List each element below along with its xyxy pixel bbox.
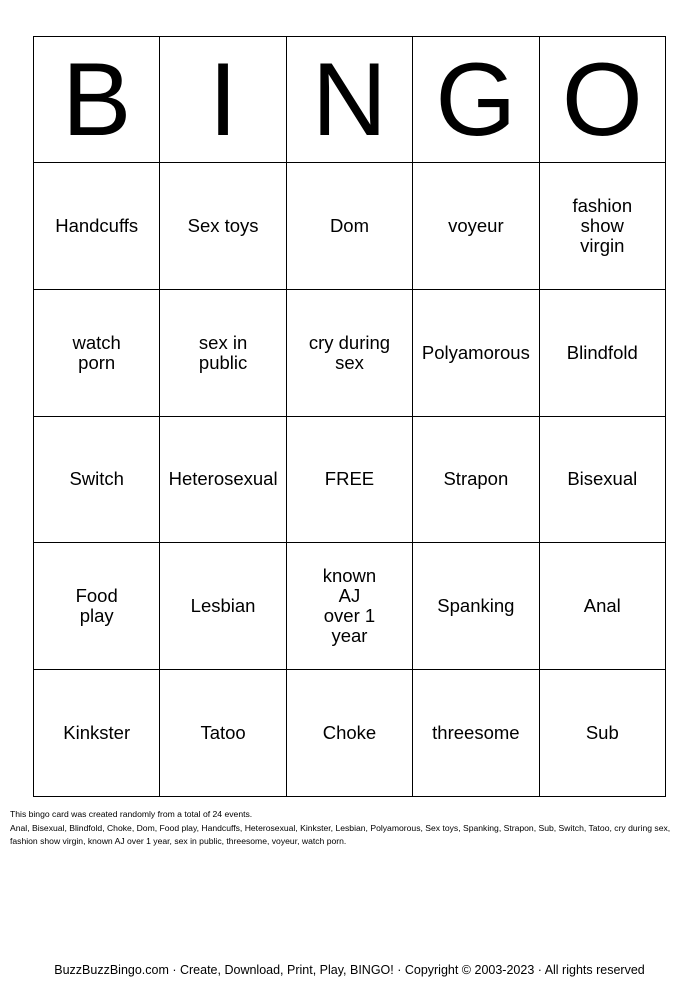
- bingo-cell: [34, 163, 160, 290]
- cell-text: voyeur: [448, 214, 504, 236]
- bingo-cell: [413, 289, 539, 416]
- cell-text: Bisexual: [567, 468, 638, 490]
- cell-text: Anal: [583, 595, 621, 617]
- bingo-cell: [160, 543, 286, 670]
- bingo-header-row: [34, 37, 666, 163]
- cell-text: watch porn: [72, 331, 121, 373]
- header-letter-o: O: [539, 37, 665, 163]
- cell-text: Blindfold: [566, 341, 638, 363]
- header-letter-n: N: [286, 37, 412, 163]
- header-letter-i: I: [160, 37, 286, 163]
- cell-text: threesome: [432, 722, 520, 744]
- bingo-cell: [160, 163, 286, 290]
- bingo-row-4: [34, 543, 666, 670]
- cell-text: Switch: [69, 468, 124, 490]
- bingo-cell: [539, 670, 665, 797]
- bingo-cell: [539, 289, 665, 416]
- bingo-cell: [413, 416, 539, 543]
- cell-text: known AJ over 1 year: [322, 565, 377, 647]
- bingo-cell: [413, 543, 539, 670]
- bingo-cell: [34, 543, 160, 670]
- cell-text: Tatoo: [200, 722, 246, 744]
- bingo-row-2: [34, 289, 666, 416]
- header-letter-b: B: [34, 37, 160, 163]
- cell-text: Kinkster: [63, 722, 131, 744]
- bingo-cell: [413, 163, 539, 290]
- cell-text: Sex toys: [187, 214, 259, 236]
- bingo-cell: [160, 416, 286, 543]
- free-space-text: FREE: [324, 468, 375, 490]
- bingo-cell: [34, 416, 160, 543]
- footer-copyright: BuzzBuzzBingo.com · Create, Download, Print, Play, BINGO! · Copyright © 2003-2023 · All rights reserved: [54, 963, 645, 977]
- bingo-cell: [413, 670, 539, 797]
- header-letter-g: G: [413, 37, 539, 163]
- bingo-cell: [539, 416, 665, 543]
- cell-text: Strapon: [443, 468, 509, 490]
- cell-text: Heterosexual: [168, 468, 278, 490]
- bingo-row-5: [34, 670, 666, 797]
- bingo-row-1: [34, 163, 666, 290]
- bingo-cell: [539, 163, 665, 290]
- cell-text: Polyamorous: [421, 341, 530, 363]
- free-space-cell: [286, 416, 412, 543]
- cell-text: Choke: [322, 722, 377, 744]
- bingo-cell: [286, 543, 412, 670]
- notes-event-list: Anal, Bisexual, Blindfold, Choke, Dom, Food play, Handcuffs, Heterosexual, Kinkster, Lesbian, Polyamorous, Sex toys, Spanking, Strapon, Sub, Switch, Tatoo, cry during sex, fashion show virgin, known AJ over 1 year, sex in public, threesome, voyeur, watch porn.: [10, 822, 671, 846]
- cell-text: sex in public: [198, 331, 248, 373]
- cell-text: Sub: [585, 722, 619, 744]
- bingo-cell: [34, 289, 160, 416]
- cell-text: cry during sex: [308, 331, 391, 373]
- bingo-cell: [286, 289, 412, 416]
- cell-text: Dom: [329, 214, 369, 236]
- cell-text: Handcuffs: [55, 214, 139, 236]
- cell-text: Spanking: [437, 595, 515, 617]
- bingo-cell: [160, 289, 286, 416]
- bingo-cell: [34, 670, 160, 797]
- card-notes: [10, 808, 690, 849]
- bingo-card: [33, 36, 666, 797]
- bingo-row-3: [34, 416, 666, 543]
- cell-text: Food play: [75, 585, 118, 627]
- cell-text: fashion show virgin: [572, 194, 633, 256]
- bingo-cell: [160, 670, 286, 797]
- bingo-cell: [286, 670, 412, 797]
- cell-text: Lesbian: [190, 595, 256, 617]
- notes-summary: This bingo card was created randomly from a total of 24 events.: [10, 809, 253, 819]
- bingo-cell: [539, 543, 665, 670]
- bingo-cell: [286, 163, 412, 290]
